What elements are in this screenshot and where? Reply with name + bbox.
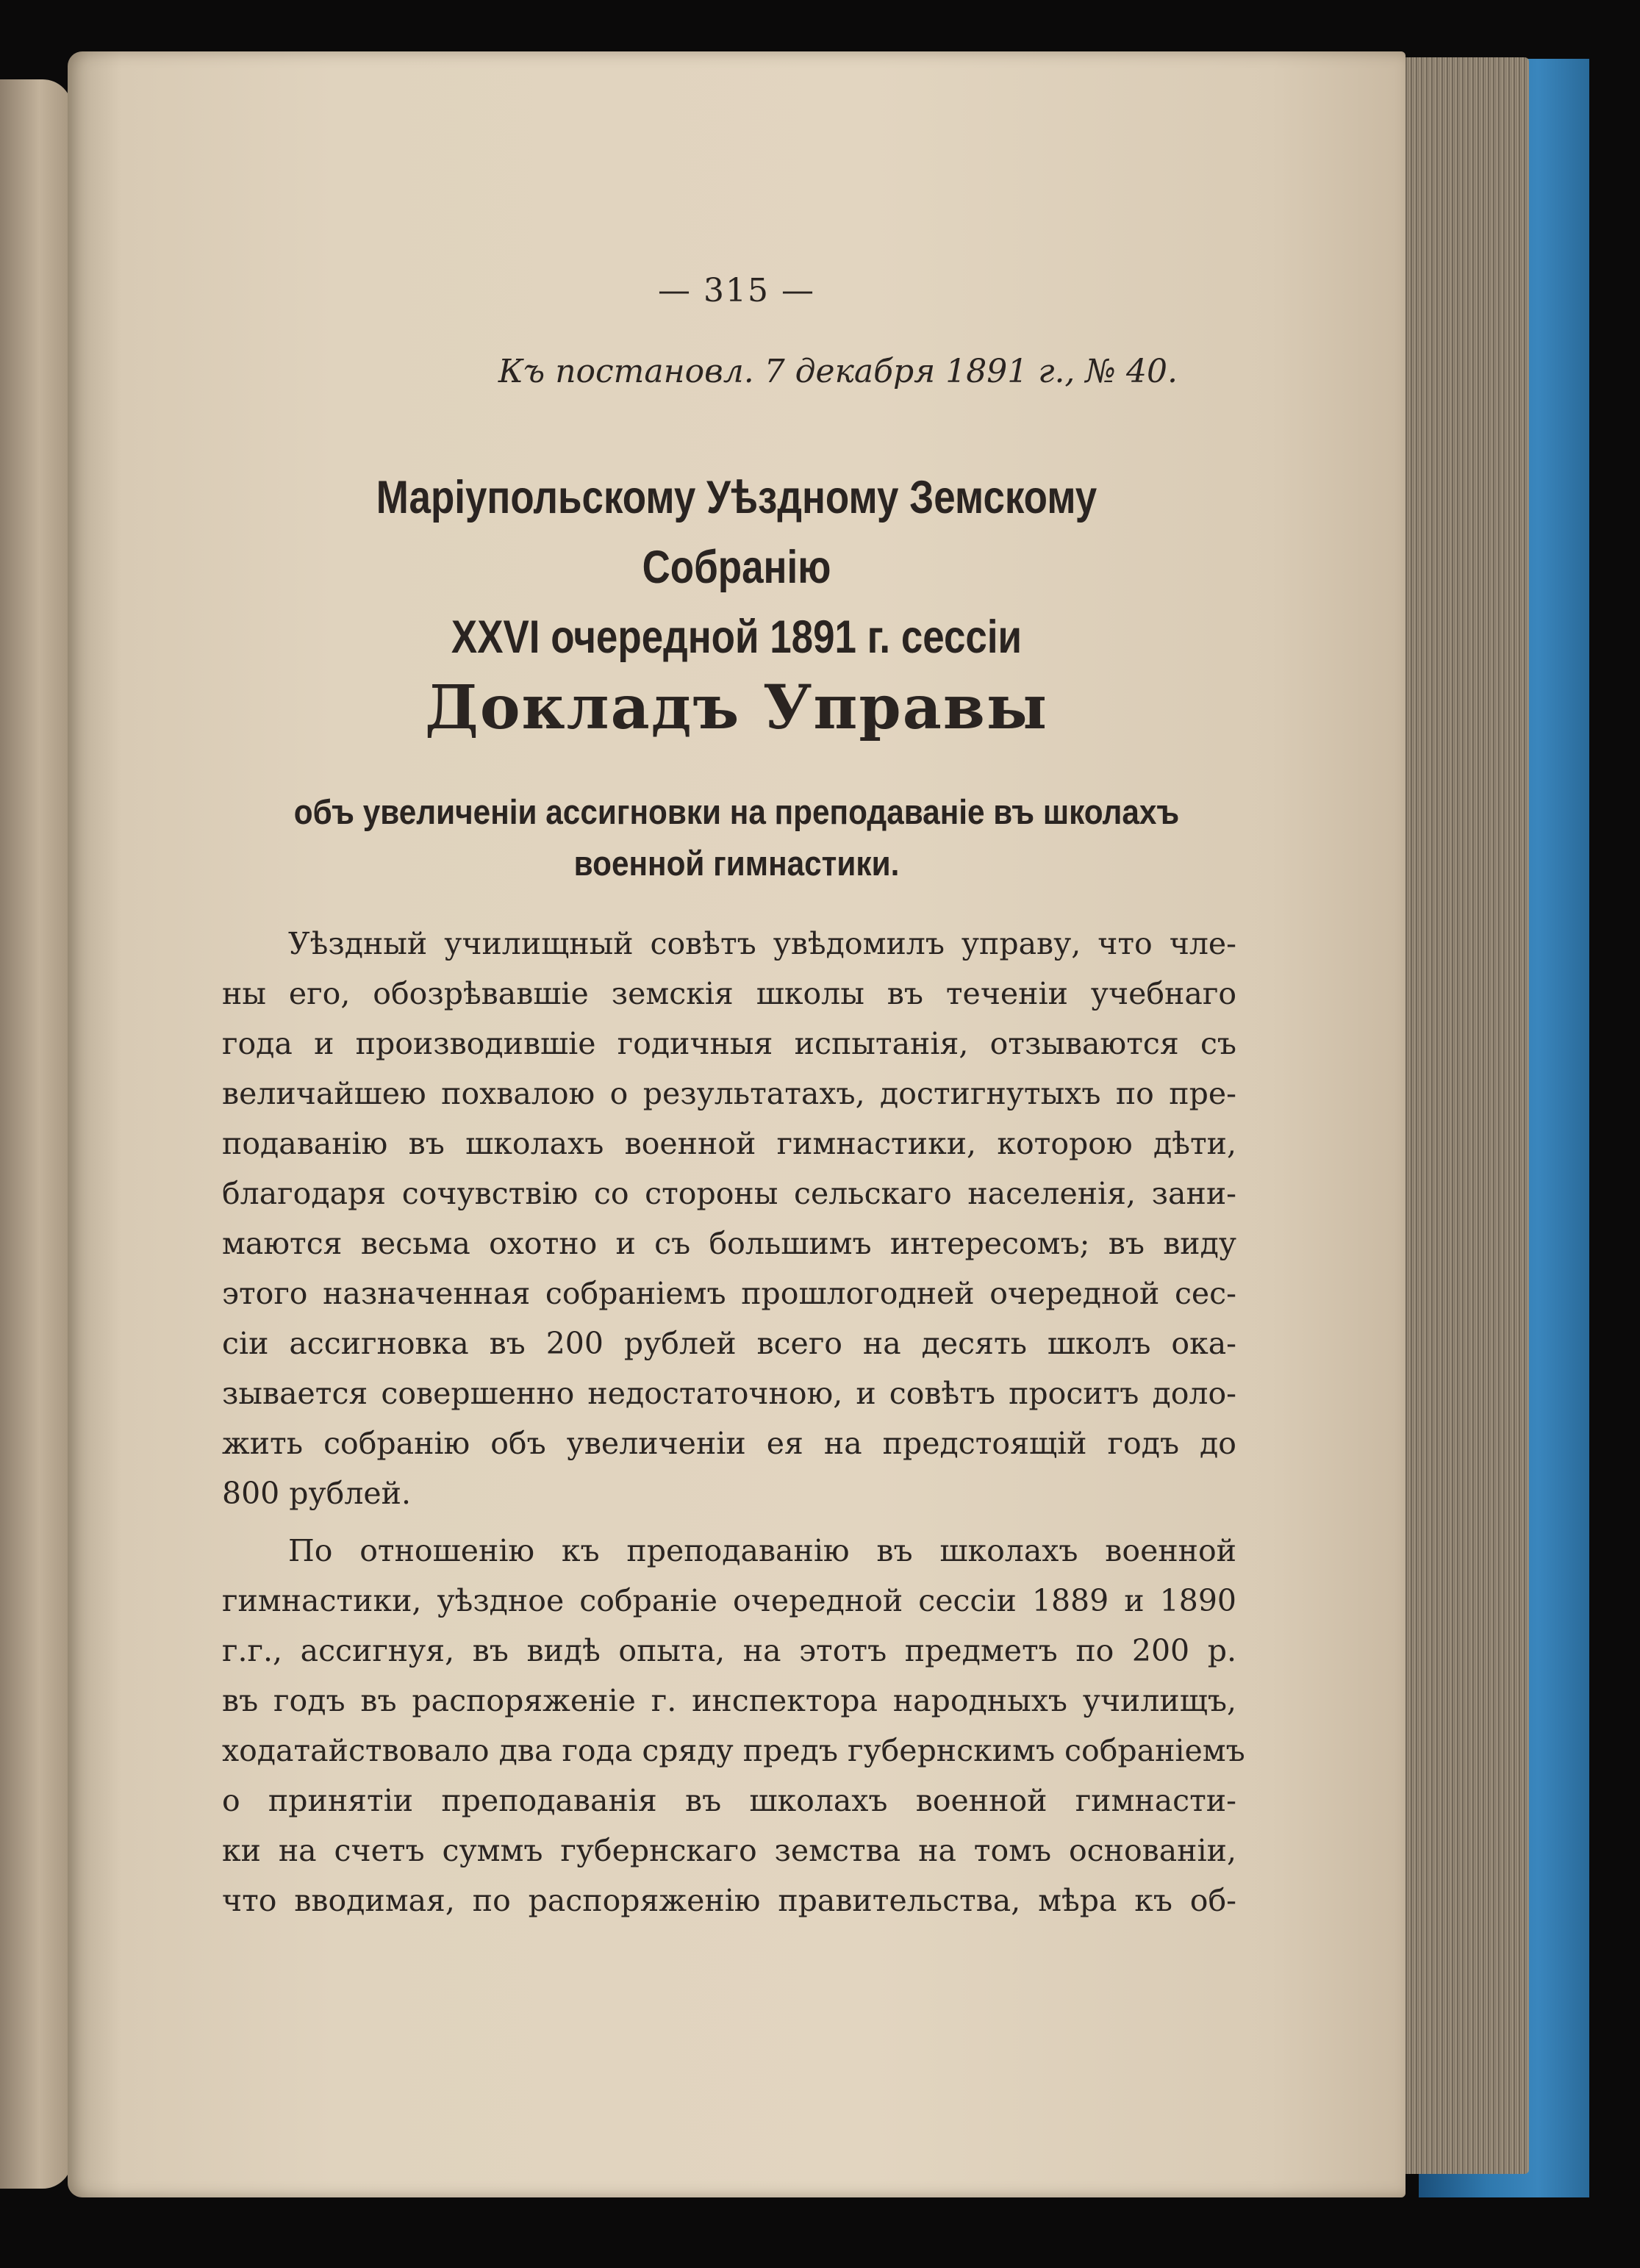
text-line: жить собранію объ увеличеніи ея на предстоящій годъ до: [222, 1426, 1236, 1461]
text-line: гимнастики, уѣздное собраніе очередной сессіи 1889 и 1890: [222, 1583, 1236, 1618]
paragraph-1: [222, 919, 1236, 1518]
text-line: въ годъ въ распоряженіе г. инспектора народныхъ училищъ,: [222, 1683, 1236, 1718]
report-subject-line-2: военной гимнастики.: [573, 844, 900, 883]
assembly-heading: [292, 463, 1181, 672]
text-line: что вводимая, по распоряженію правительства, мѣра къ об-: [222, 1883, 1236, 1918]
text-line: Уѣздный училищный совѣтъ увѣдомилъ управу, что чле-: [288, 926, 1236, 961]
text-line: ки на счетъ суммъ губернскаго земства на томъ основаніи,: [222, 1833, 1236, 1868]
text-line: зывается совершенно недостаточною, и совѣтъ проситъ доло-: [222, 1376, 1236, 1411]
text-line: сіи ассигновка въ 200 рублей всего на десять школъ ока-: [222, 1326, 1236, 1361]
text-line: По отношенію къ преподаванію въ школахъ военной: [288, 1533, 1236, 1568]
text-line: маются весьма охотно и съ большимъ интересомъ; въ виду: [222, 1226, 1236, 1261]
text-line: подаванію въ школахъ военной гимнастики, которою дѣти,: [222, 1126, 1236, 1161]
report-title: Докладъ Управы: [424, 672, 1049, 743]
text-line: года и производившіе годичныя испытанія, отзываются съ: [222, 1026, 1236, 1061]
book-page: [68, 51, 1406, 2197]
left-page-edge: [0, 79, 72, 2189]
paragraph-gap: [222, 1518, 1236, 1526]
text-line: 800 рублей.: [222, 1476, 412, 1511]
report-subject-line-1: объ увеличеніи ассигновки на преподаваніе въ школахъ: [293, 792, 1180, 831]
paragraph-2: [222, 1526, 1245, 1926]
assembly-heading-line-2: XXVI очередной 1891 г. сессіи: [451, 611, 1023, 663]
resolution-reference: Къ постановл. 7 декабря 1891 г., № 40.: [498, 353, 1178, 390]
text-line: г.г., ассигнуя, въ видѣ опыта, на этотъ предметъ по 200 р.: [222, 1633, 1236, 1668]
page-content: [222, 51, 1251, 2197]
assembly-heading-line-1: Маріупольскому Уѣздному Земскому Собранію: [376, 472, 1097, 593]
text-line: этого назначенная собраніемъ прошлогодней очередной сес-: [222, 1276, 1236, 1311]
text-line: о принятіи преподаванія въ школахъ военной гимнасти-: [222, 1783, 1236, 1818]
page-number: — 315 —: [658, 272, 815, 309]
report-subject: [247, 786, 1226, 889]
text-line: величайшею похвалою о результатахъ, достигнутыхъ по пре-: [222, 1076, 1236, 1111]
text-line: ходатайствовало два года сряду предъ губернскимъ собраніемъ: [222, 1733, 1245, 1768]
text-line: благодаря сочувствію со стороны сельскаго населенія, зани-: [222, 1176, 1236, 1211]
body-text: [222, 919, 1245, 1926]
text-line: ны его, обозрѣвавшіе земскія школы въ теченіи учебнаго: [222, 976, 1236, 1011]
